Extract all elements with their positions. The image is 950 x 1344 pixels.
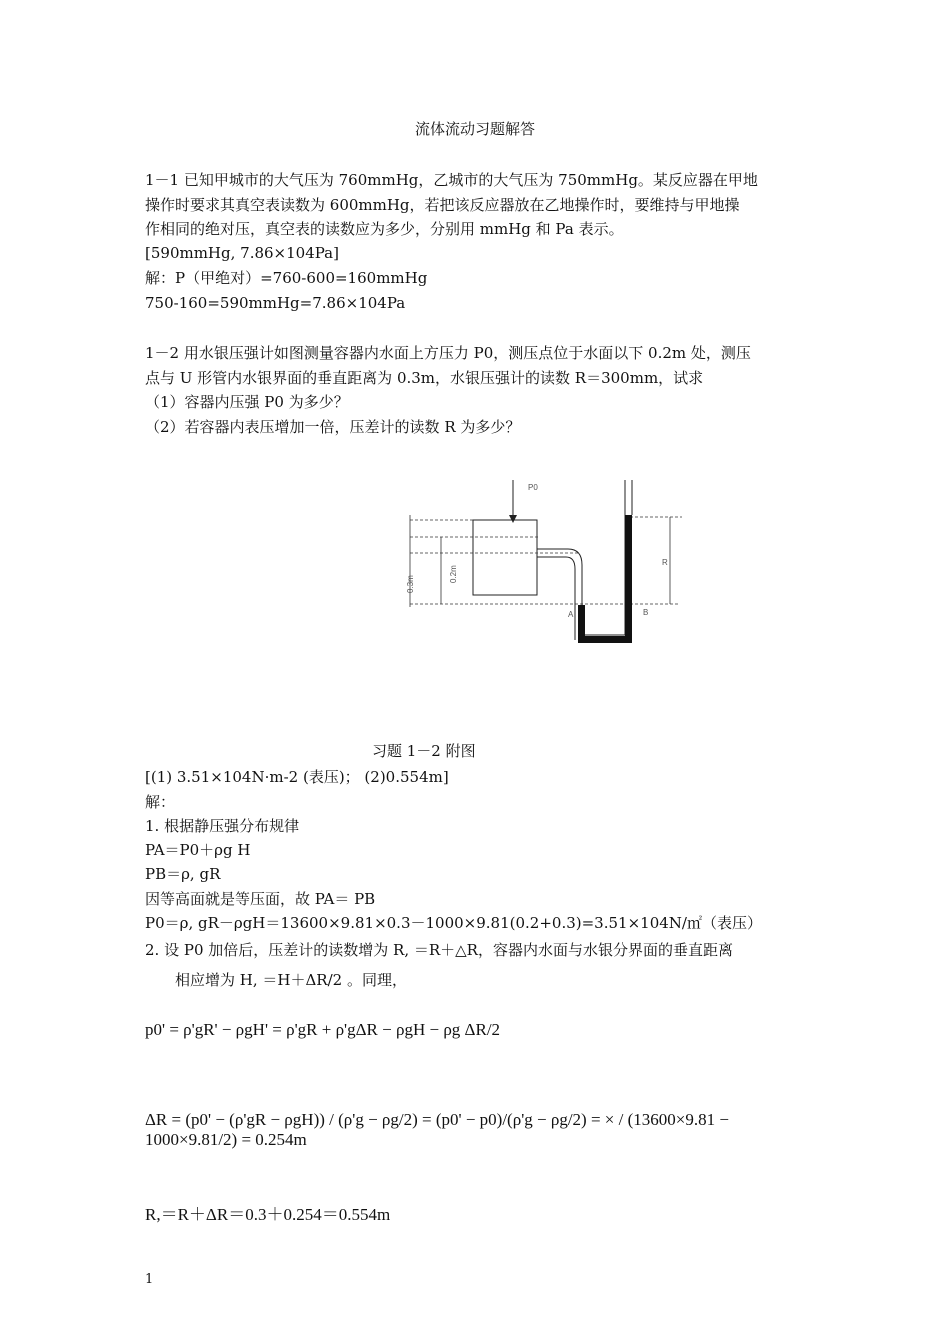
equation-delta-r: ΔR = (p0' − (ρ'gR − ρgH)) / (ρ'g − ρg/2) = (p0' − p0)/(ρ'g − ρg/2) = × / (13600×9.81 − 1000×9.81/2) = 0.254m	[145, 1110, 729, 1149]
equation-pa: PA＝P0＋ρg H	[145, 841, 251, 859]
problem2-answer: [(1) 3.51×104N·m-2 (表压)； (2)0.554m]	[145, 768, 449, 786]
p0-arrowhead	[509, 515, 517, 523]
equal-pressure-text: 因等高面就是等压面，故 PA＝ PB	[145, 890, 376, 908]
mercury-u-tube	[578, 515, 632, 643]
figure-caption: 习题 1－2 附图	[372, 742, 476, 760]
page-title: 流体流动习题解答	[414, 120, 535, 138]
problem1-line1: 1－1 已知甲城市的大气压为 760mmHg，乙城市的大气压为 750mmHg。某反应器在甲地	[145, 171, 758, 189]
problem2-question2: （2）若容器内表压增加一倍，压差计的读数 R 为多少？	[145, 418, 521, 436]
problem1-answer: [590mmHg, 7.86×104Pa]	[145, 244, 339, 262]
dim-02-label: 0.2m	[449, 565, 458, 583]
equation-p0-prime: p0' = ρ'gR' − ρgH' = ρ'gR + ρ'gΔR − ρgH − ρg ΔR/2	[145, 1020, 501, 1039]
problem1-solution-2: 750-160=590mmHg=7.86×104Pa	[145, 294, 406, 312]
equation-final-r: R,＝R＋ΔR＝0.3＋0.254＝0.554m	[145, 1205, 391, 1224]
problem2-line2: 点与 U 形管内水银界面的垂直距离为 0.3m，水银压强计的读数 R＝300mm，试求	[145, 369, 704, 387]
solution-label: 解：	[145, 793, 176, 811]
equation-p0: P0＝ρ, gR－ρgH＝13600×9.81×0.3－1000×9.81(0.2+0.3)=3.51×104N/㎡（表压）	[145, 914, 762, 932]
manometer-figure	[400, 475, 700, 650]
problem2-line1: 1－2 用水银压强计如图测量容器内水面上方压力 P0，测压点位于水面以下 0.2m 处，测压	[145, 344, 751, 362]
step2b-text: 相应增为 H, ＝H＋ΔR/2 。同理，	[175, 971, 407, 989]
tank	[473, 520, 537, 595]
step1-text: 1. 根据静压强分布规律	[145, 817, 300, 835]
page-number: 1	[145, 1272, 154, 1287]
dim-03-label: 0.3m	[406, 575, 415, 593]
problem1-line3: 作相同的绝对压，真空表的读数应为多少，分别用 mmHg 和 Pa 表示。	[145, 220, 624, 238]
r-label: R	[662, 558, 668, 567]
step2-text: 2. 设 P0 加倍后，压差计的读数增为 R, ＝R＋△R，容器内水面与水银分界面的垂直距离	[145, 941, 733, 959]
problem1-line2: 操作时要求其真空表读数为 600mmHg，若把该反应器放在乙地操作时，要维持与甲地操	[145, 196, 740, 214]
problem1-solution-1: 解：P（甲绝对）=760-600=160mmHg	[145, 269, 428, 287]
problem2-question1: （1）容器内压强 P0 为多少？	[145, 393, 349, 411]
p0-label: P0	[528, 483, 538, 492]
equation-pb: PB＝ρ, gR	[145, 865, 221, 883]
b-label: B	[643, 608, 649, 617]
a-label: A	[568, 610, 574, 619]
